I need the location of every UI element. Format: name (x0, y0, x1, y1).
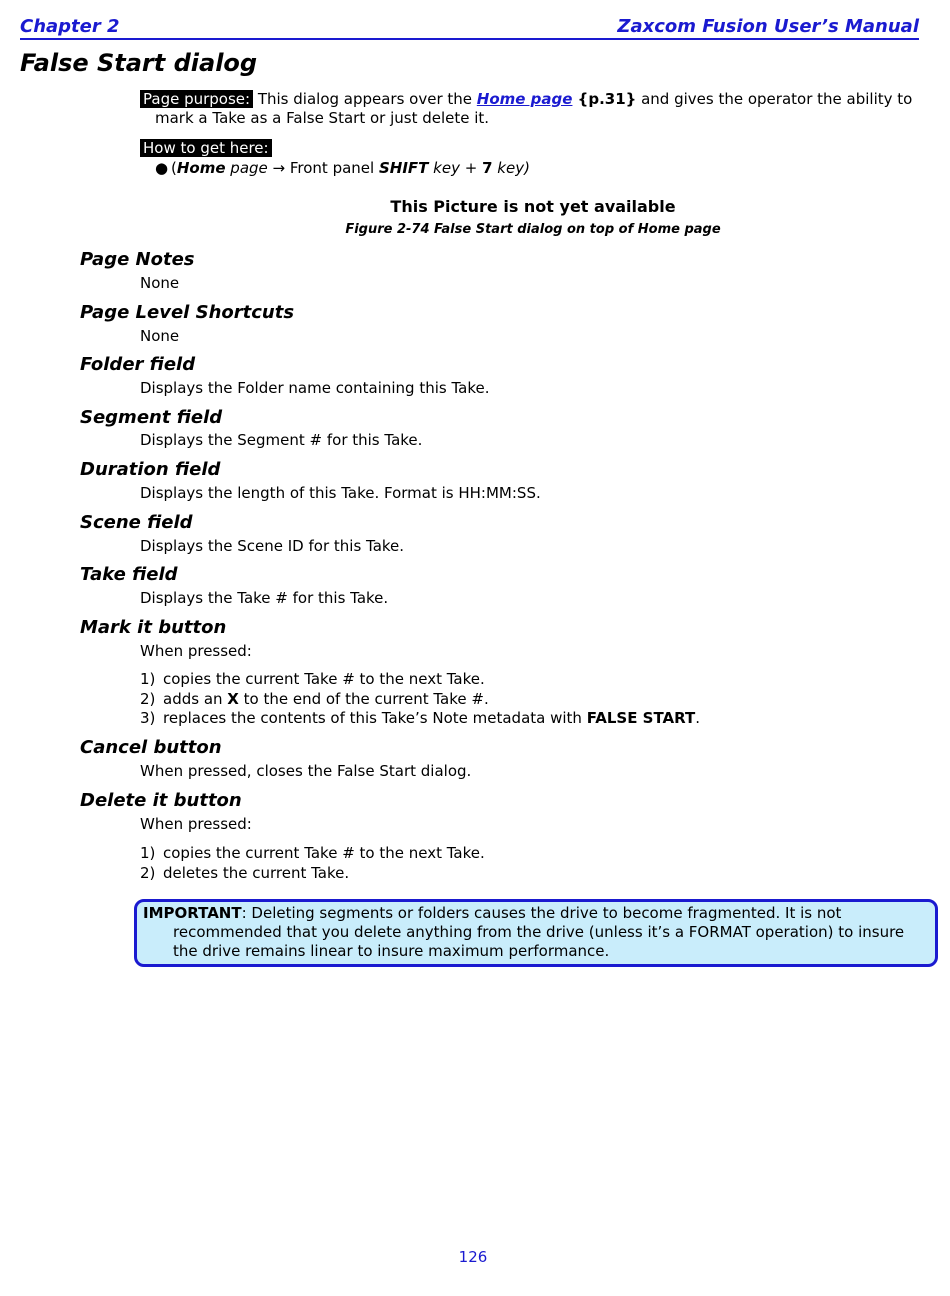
purpose-text-before: This dialog appears over the (253, 90, 477, 108)
page-notes-heading: Page Notes (80, 249, 195, 270)
duration-body: Displays the length of this Take. Format is HH:MM:SS. (140, 484, 541, 502)
mark-body: When pressed: (140, 642, 252, 660)
delete-body: When pressed: (140, 815, 252, 833)
how-to-tag: How to get here: (140, 139, 272, 157)
delete-heading: Delete it button (80, 790, 242, 811)
important-note (134, 899, 938, 967)
important-label: IMPORTANT (143, 904, 242, 922)
important-text: : Deleting segments or folders causes the drive to become fragmented. It is not recommended that you delete anything from the drive (unless it’s a FORMAT operation) to insure the drive remains linear to insure maximum performance. (173, 904, 905, 960)
list-item: 2) adds an X to the end of the current Take #. (140, 689, 489, 708)
mark-heading: Mark it button (80, 617, 227, 638)
folder-body: Displays the Folder name containing this Take. (140, 379, 490, 397)
shortcuts-heading: Page Level Shortcuts (80, 302, 295, 323)
page-notes-body: None (140, 274, 180, 292)
figure-caption: Figure 2-74 False Start dialog on top of Home page (345, 222, 721, 237)
list-item: 3) replaces the contents of this Take’s Note metadata with FALSE START. (140, 709, 701, 727)
take-body: Displays the Take # for this Take. (140, 589, 389, 607)
cancel-heading: Cancel button (80, 737, 222, 758)
delete-steps (140, 844, 485, 883)
home-page-link[interactable]: Home page (476, 90, 573, 108)
how-to-steps: (Home page → Front panel SHIFT key + 7 key) (171, 159, 530, 177)
shortcuts-body: None (140, 327, 180, 345)
list-item: 1) copies the current Take # to the next Take. (140, 670, 485, 688)
arrow-icon: → (272, 159, 286, 177)
page-ref: {p.31} (572, 90, 637, 108)
folder-heading: Folder field (80, 354, 196, 375)
figure-placeholder: This Picture is not yet available (390, 197, 676, 216)
list-item: 2) deletes the current Take. (140, 863, 350, 882)
segment-body: Displays the Segment # for this Take. (140, 431, 423, 449)
shift-key: SHIFT (378, 159, 429, 177)
segment-heading: Segment field (80, 407, 223, 428)
page-number: 126 (458, 1248, 488, 1266)
scene-heading: Scene field (80, 512, 193, 533)
home-key: Home (176, 159, 226, 177)
seven-key: 7 (482, 159, 493, 177)
bullet-icon: ● (155, 159, 169, 177)
scene-body: Displays the Scene ID for this Take. (140, 537, 405, 555)
page-purpose (140, 90, 940, 128)
page-purpose-tag: Page purpose: (140, 90, 253, 108)
page-header (20, 16, 919, 40)
list-item: 1) copies the current Take # to the next Take. (140, 844, 485, 862)
chapter-label: Chapter 2 (20, 16, 120, 37)
manual-title: Zaxcom Fusion User’s Manual (617, 16, 919, 37)
how-to-get-here (140, 139, 925, 158)
cancel-body: When pressed, closes the False Start dialog. (140, 762, 472, 780)
duration-heading: Duration field (80, 459, 221, 480)
page-title: False Start dialog (20, 49, 258, 77)
purpose-text-after: and gives the operator the ability to mark a Take as a False Start or just delete it. (155, 90, 913, 127)
mark-steps (140, 670, 700, 729)
take-heading: Take field (80, 564, 178, 585)
